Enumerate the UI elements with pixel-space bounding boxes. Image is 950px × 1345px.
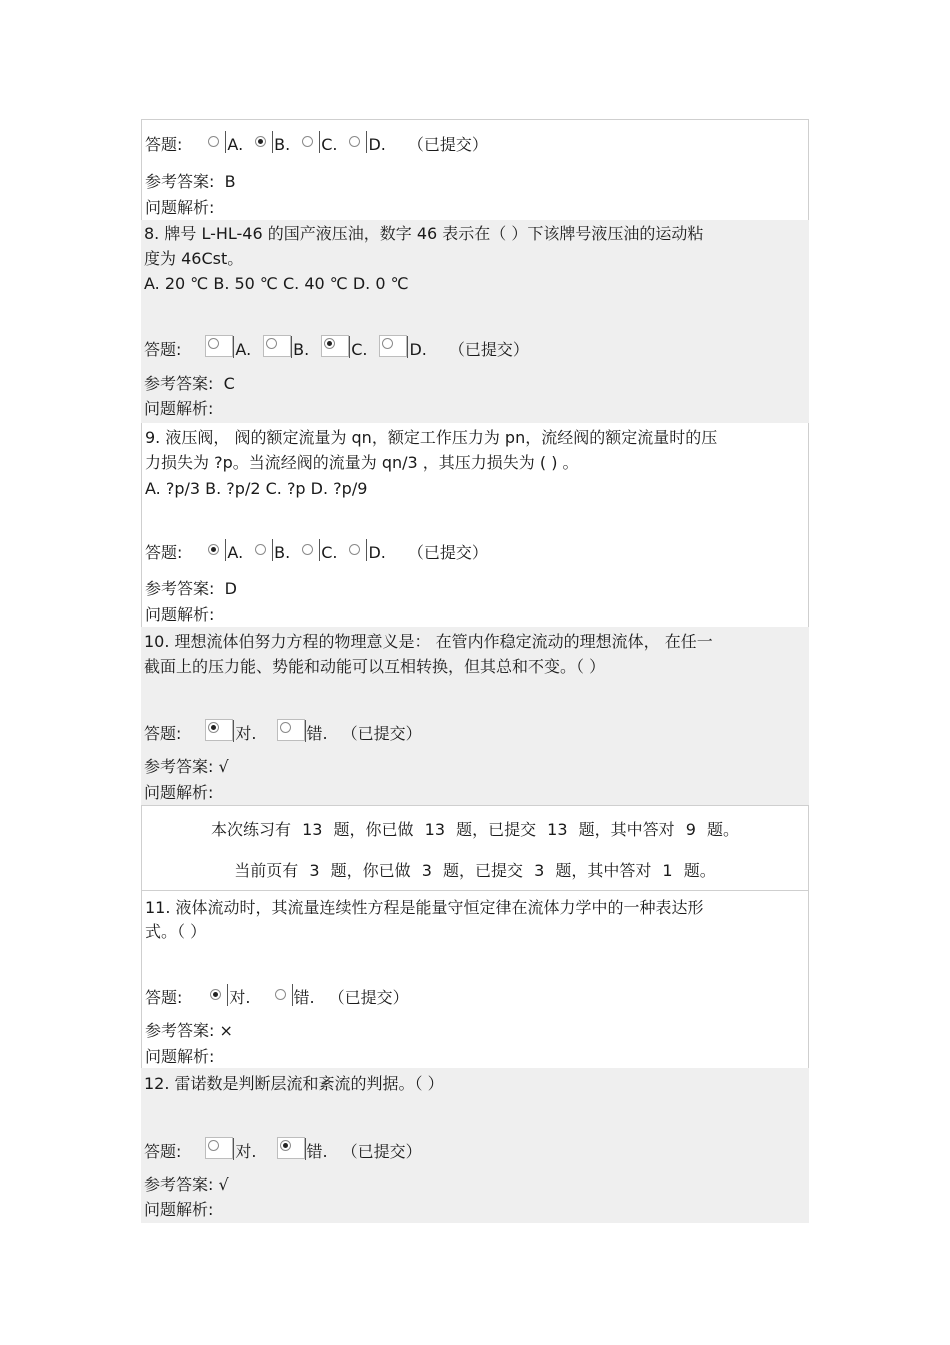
- radio-option-d[interactable]: [379, 335, 407, 357]
- analysis-label: 问题解析:: [145, 198, 215, 217]
- option-a-label: A.: [235, 340, 252, 359]
- question-text: 11. 液体流动时，其流量连续性方程是能量守恒定律在流体力学中的一种表达形: [145, 898, 704, 917]
- true-label: 对.: [235, 724, 257, 743]
- separator: [272, 131, 273, 153]
- reference-answer-value: B: [224, 172, 236, 191]
- option-a-label: A.: [227, 135, 244, 154]
- question-text: 12. 雷诺数是判断层流和紊流的判据。（ ）: [144, 1074, 444, 1093]
- answer-row: [145, 133, 488, 155]
- separator: [319, 131, 320, 153]
- question-options: A. 20 ℃ B. 50 ℃ C. 40 ℃ D. 0 ℃: [144, 274, 409, 293]
- separator: [319, 539, 320, 561]
- question-8-block: [141, 220, 809, 423]
- analysis-label: 问题解析:: [144, 783, 214, 802]
- reference-answer: 参考答案: √: [144, 757, 229, 776]
- option-c-label: C.: [321, 135, 338, 154]
- option-c-label: C.: [321, 543, 338, 562]
- question-7-block: [141, 119, 809, 220]
- radio-option-a[interactable]: [205, 335, 233, 357]
- false-label: 错.: [306, 724, 328, 743]
- analysis-label: 问题解析:: [145, 1047, 215, 1066]
- separator: [233, 720, 234, 742]
- summary-page: 当前页有 3 题，你已做 3 题，已提交 3 题，其中答对 1 题。: [234, 861, 716, 880]
- question-text-cont: 截面上的压力能、势能和动能可以互相转换，但其总和不变。（ ）: [144, 657, 606, 676]
- option-a-label: A.: [227, 543, 244, 562]
- separator: [407, 336, 408, 358]
- answer-row: [145, 986, 409, 1008]
- radio-option-b[interactable]: [263, 335, 291, 357]
- radio-true[interactable]: [205, 719, 233, 741]
- progress-summary: [141, 805, 809, 891]
- answer-row: [144, 722, 422, 744]
- reference-answer-value: √: [218, 757, 229, 776]
- answer-row: [144, 338, 529, 360]
- submitted-status: （已提交）: [341, 724, 422, 743]
- radio-option-a[interactable]: [208, 544, 219, 555]
- separator: [366, 131, 367, 153]
- reference-answer: 参考答案: D: [145, 579, 237, 598]
- answer-label: 答题:: [145, 135, 183, 154]
- separator: [305, 720, 306, 742]
- question-12-block: [141, 1068, 809, 1223]
- answer-label: 答题:: [144, 1142, 182, 1161]
- analysis-label: 问题解析:: [144, 1200, 214, 1219]
- reference-answer: 参考答案: B: [145, 172, 236, 191]
- radio-option-d[interactable]: [349, 136, 360, 147]
- answer-label: 答题:: [145, 988, 183, 1007]
- reference-answer: 参考答案: C: [144, 374, 235, 393]
- question-options: A. ?p/3 B. ?p/2 C. ?p D. ?p/9: [145, 479, 368, 498]
- question-11-block: [141, 891, 809, 1068]
- question-text-cont: 式。（ ）: [145, 922, 207, 941]
- reference-answer-value: ×: [219, 1021, 233, 1040]
- radio-option-b[interactable]: [255, 136, 266, 147]
- summary-total: 本次练习有 13 题，你已做 13 题，已提交 13 题，其中答对 9 题。: [211, 820, 739, 839]
- radio-option-c[interactable]: [302, 544, 313, 555]
- question-text: 10. 理想流体伯努力方程的物理意义是： 在管内作稳定流动的理想流体， 在任一: [144, 632, 713, 651]
- true-label: 对.: [229, 988, 251, 1007]
- separator: [305, 1138, 306, 1160]
- separator: [291, 336, 292, 358]
- radio-option-b[interactable]: [255, 544, 266, 555]
- separator: [366, 539, 367, 561]
- separator: [227, 984, 228, 1006]
- option-b-label: B.: [274, 135, 291, 154]
- answer-row: [144, 1140, 422, 1162]
- option-d-label: D.: [368, 135, 386, 154]
- radio-false[interactable]: [277, 719, 305, 741]
- question-text-cont: 力损失为 ?p。当流经阀的流量为 qn/3 ，其压力损失为 ( ) 。: [145, 453, 579, 472]
- reference-answer-value: √: [218, 1175, 229, 1194]
- separator: [292, 984, 293, 1006]
- false-label: 错.: [293, 988, 315, 1007]
- analysis-label: 问题解析:: [145, 605, 215, 624]
- question-text-cont: 度为 46Cst。: [144, 249, 244, 268]
- separator: [225, 131, 226, 153]
- radio-option-c[interactable]: [321, 335, 349, 357]
- answer-row: [145, 541, 488, 563]
- radio-option-c[interactable]: [302, 136, 313, 147]
- option-d-label: D.: [409, 340, 427, 359]
- separator: [233, 1138, 234, 1160]
- separator: [272, 539, 273, 561]
- answer-label: 答题:: [144, 724, 182, 743]
- submitted-status: （已提交）: [407, 135, 488, 154]
- submitted-status: （已提交）: [328, 988, 409, 1007]
- submitted-status: （已提交）: [448, 340, 529, 359]
- true-label: 对.: [235, 1142, 257, 1161]
- question-text: 9. 液压阀， 阀的额定流量为 qn，额定工作压力为 pn，流经阀的额定流量时的压: [145, 428, 718, 447]
- question-9-block: [141, 423, 809, 627]
- false-label: 错.: [306, 1142, 328, 1161]
- option-b-label: B.: [293, 340, 310, 359]
- option-c-label: C.: [351, 340, 368, 359]
- reference-answer: 参考答案: ×: [145, 1021, 233, 1040]
- answer-label: 答题:: [144, 340, 182, 359]
- submitted-status: （已提交）: [407, 543, 488, 562]
- radio-true[interactable]: [210, 989, 221, 1000]
- question-text: 8. 牌号 L-HL-46 的国产液压油，数字 46 表示在（ ）下该牌号液压油的运动粘: [144, 224, 704, 243]
- reference-answer-value: D: [224, 579, 237, 598]
- radio-false[interactable]: [277, 1137, 305, 1159]
- separator: [233, 336, 234, 358]
- radio-false[interactable]: [275, 989, 286, 1000]
- analysis-label: 问题解析:: [144, 399, 214, 418]
- option-b-label: B.: [274, 543, 291, 562]
- reference-answer-value: C: [223, 374, 235, 393]
- separator: [225, 539, 226, 561]
- reference-answer: 参考答案: √: [144, 1175, 229, 1194]
- radio-option-d[interactable]: [349, 544, 360, 555]
- question-10-block: [141, 627, 809, 805]
- radio-option-a[interactable]: [208, 136, 219, 147]
- radio-true[interactable]: [205, 1137, 233, 1159]
- answer-label: 答题:: [145, 543, 183, 562]
- submitted-status: （已提交）: [341, 1142, 422, 1161]
- separator: [349, 336, 350, 358]
- exercise-page: [141, 119, 809, 1223]
- option-d-label: D.: [368, 543, 386, 562]
